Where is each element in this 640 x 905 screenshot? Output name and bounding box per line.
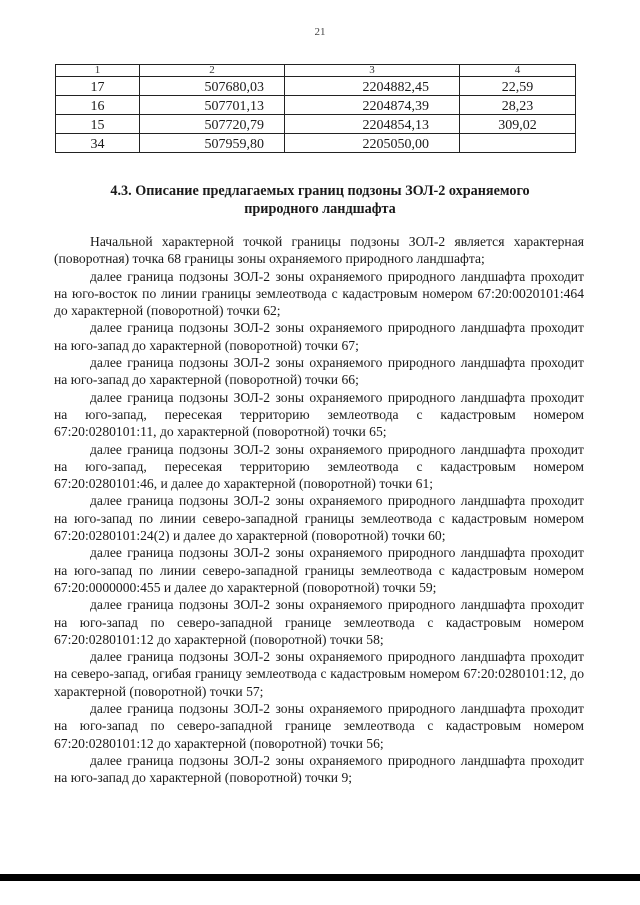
point-number-cell: 15 <box>56 115 140 134</box>
page-number: 21 <box>314 26 326 38</box>
table-header-cell: 4 <box>460 65 576 77</box>
distance-cell: 22,59 <box>460 77 576 96</box>
table-header-row <box>56 65 576 77</box>
table-row <box>56 96 576 115</box>
coordinates-table <box>55 64 576 153</box>
y-coordinate-cell: 2204882,45 <box>285 77 460 96</box>
y-coordinate-cell: 2204854,13 <box>285 115 460 134</box>
x-coordinate-cell: 507701,13 <box>140 96 285 115</box>
table-row <box>56 115 576 134</box>
table-header-cell: 1 <box>56 65 140 77</box>
paragraph: далее граница подзоны ЗОЛ-2 зоны охраняемого природного ландшафта проходит на северо-запад, огибая границу землеотвода с кадастровым номером 67:20:0280101:12, до характерной (поворотной) точки 57; <box>54 649 584 699</box>
section-heading <box>60 182 580 218</box>
distance-cell: 309,02 <box>460 115 576 134</box>
paragraph: Начальной характерной точкой границы подзоны ЗОЛ-2 является характерная (поворотная) точка 68 границы зоны охраняемого природного ландшафта; <box>54 234 584 267</box>
distance-cell <box>460 134 576 153</box>
paragraph: далее граница подзоны ЗОЛ-2 зоны охраняемого природного ландшафта проходит на юго-запад по северо-западной границе землеотвода с кадастровым номером 67:20:0280101:12 до характерной (поворотной) точки 56; <box>54 701 584 751</box>
scan-edge-bar <box>0 874 640 881</box>
paragraph: далее граница подзоны ЗОЛ-2 зоны охраняемого природного ландшафта проходит на юго-запад по линии северо-западной границы землеотвода с кадастровым номером 67:20:0000000:455 и далее до характерной (поворотной) точки 59; <box>54 545 584 595</box>
point-number-cell: 34 <box>56 134 140 153</box>
section-heading-line: природного ландшафта <box>244 201 396 217</box>
paragraph: далее граница подзоны ЗОЛ-2 зоны охраняемого природного ландшафта проходит на юго-восток по линии границы землеотвода с кадастровым номером 67:20:0020101:464 до характерной (поворотной) точки 62; <box>54 268 584 319</box>
paragraph: далее граница подзоны ЗОЛ-2 зоны охраняемого природного ландшафта проходит на юго-запад, пересекая территорию землеотвода с кадастровым номером 67:20:0280101:46, и далее до характерной (поворотной) точки 61; <box>54 441 584 492</box>
paragraph: далее граница подзоны ЗОЛ-2 зоны охраняемого природного ландшафта проходит на юго-запад, пересекая территорию землеотвода с кадастровым номером 67:20:0280101:11, до характерной (поворотной) точки 65; <box>54 389 584 440</box>
distance-cell: 28,23 <box>460 96 576 115</box>
paragraph: далее граница подзоны ЗОЛ-2 зоны охраняемого природного ландшафта проходит на юго-запад до характерной (поворотной) точки 9; <box>54 752 584 786</box>
x-coordinate-cell: 507680,03 <box>140 77 285 96</box>
section-body <box>54 233 584 787</box>
table-header-cell: 2 <box>140 65 285 77</box>
point-number-cell: 17 <box>56 77 140 96</box>
x-coordinate-cell: 507959,80 <box>140 134 285 153</box>
table-row <box>56 77 576 96</box>
paragraph: далее граница подзоны ЗОЛ-2 зоны охраняемого природного ландшафта проходит на юго-запад по линии северо-западной границы землеотвода с кадастровым номером 67:20:0280101:24(2) и далее до характерной (поворотной) точки 60; <box>54 493 584 544</box>
x-coordinate-cell: 507720,79 <box>140 115 285 134</box>
table-row <box>56 134 576 153</box>
y-coordinate-cell: 2205050,00 <box>285 134 460 153</box>
section-heading-line: 4.3. Описание предлагаемых границ подзоны ЗОЛ-2 охраняемого <box>110 183 530 199</box>
y-coordinate-cell: 2204874,39 <box>285 96 460 115</box>
paragraph: далее граница подзоны ЗОЛ-2 зоны охраняемого природного ландшафта проходит на юго-запад по северо-западной границе землеотвода с кадастровым номером 67:20:0280101:12 до характерной (поворотной) точки 58; <box>54 597 584 647</box>
point-number-cell: 16 <box>56 96 140 115</box>
paragraph: далее граница подзоны ЗОЛ-2 зоны охраняемого природного ландшафта проходит на юго-запад до характерной (поворотной) точки 66; <box>54 355 584 388</box>
table-header-cell: 3 <box>285 65 460 77</box>
paragraph: далее граница подзоны ЗОЛ-2 зоны охраняемого природного ландшафта проходит на юго-запад до характерной (поворотной) точки 67; <box>54 320 584 353</box>
